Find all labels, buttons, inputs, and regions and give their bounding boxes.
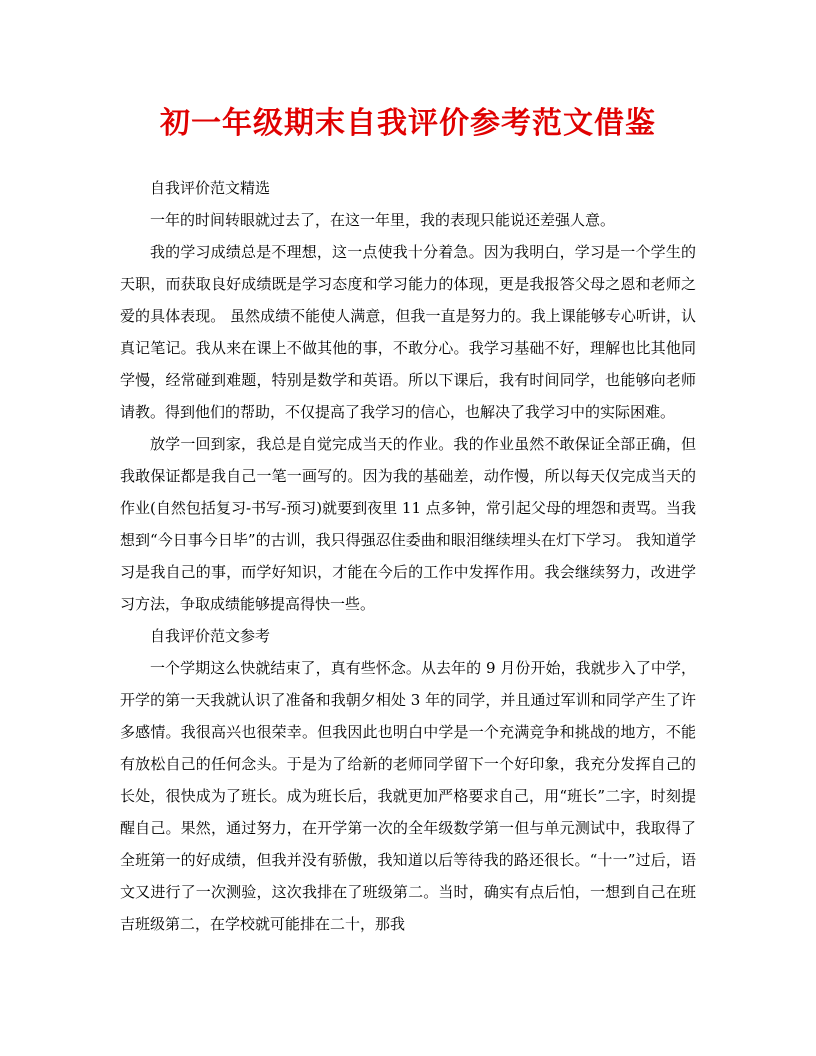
document-body bbox=[120, 172, 696, 940]
section-heading-reference-essay: 自我评价范文参考 bbox=[150, 627, 271, 645]
paragraph: 一年的时间转眼就过去了，在这一年里，我的表现只能说还差强人意。 bbox=[150, 211, 616, 229]
paragraph: 一个学期这么快就结束了，真有些怀念。从去年的 9 月份开始，我就步入了中学，开学的第一天我就认识了准备和我朝夕相处 3 年的同学，并且通过军训和同学产生了许多感情。我很高兴也很荣幸。但我因此也明白中学是一个充满竞争和挑战的地方，不能有放松自己的任何念头。于是为了给新的老师同学留下一个好印象，我充分发挥自己的长处，很快成为了班长。成为班长后，我就更加严格要求自己，用“班长”二字，时刻提醒自己。果然，通过努力，在开学第一次的全年级数学第一但与单元测试中，我取得了全班第一的好成绩，但我并没有骄傲，我知道以后等待我的路还很长。“十一”过后，语文又进行了一次测验，这次我排在了班级第二。当时，确实有点后怕，一想到自己在班吉班级第二，在学校就可能排在二十，那我 bbox=[120, 659, 696, 933]
paragraph: 放学一回到家，我总是自觉完成当天的作业。我的作业虽然不敢保证全部正确，但我敢保证都是我自己一笔一画写的。因为我的基础差，动作慢，所以每天仅完成当天的作业(自然包括复习-书写-预习)就要到夜里 11 点多钟，常引起父母的埋怨和责骂。当我想到“今日事今日毕”的古训，我只得强忍住委曲和眼泪继续埋头在灯下学习。 我知道学习是我自己的事，而学好知识，才能在今后的工作中发挥作用。我会继续努力，改进学习方法，争取成绩能够提高得快一些。 bbox=[120, 435, 696, 613]
document-title: 初一年级期末自我评价参考范文借鉴 bbox=[160, 106, 656, 141]
paragraph: 我的学习成绩总是不理想，这一点使我十分着急。因为我明白，学习是一个学生的天职，而获取良好成绩既是学习态度和学习能力的体现，更是我报答父母之恩和老师之爱的具体表现。 虽然成绩不能使人满意，但我一直是努力的。我上课能够专心听讲，认真记笔记。我从来在课上不做其他的事，不敢分心。我学习基础不好，理解也比其他同学慢，经常碰到难题，特别是数学和英语。所以下课后，我有时间同学，也能够向老师请教。得到他们的帮助，不仅提高了我学习的信心，也解决了我学习中的实际困难。 bbox=[120, 243, 696, 421]
section-heading-selected-essays: 自我评价范文精选 bbox=[150, 179, 271, 197]
